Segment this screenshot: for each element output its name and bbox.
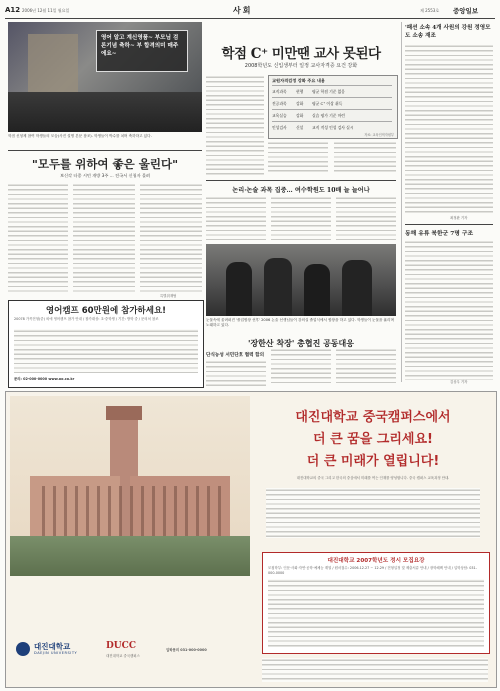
ad-recruit-lines	[268, 579, 484, 647]
page-code: A12	[5, 6, 21, 14]
bottom-story-col3	[336, 348, 396, 386]
interview-headline: "모두를 위하여 좋은 울린다"	[31, 157, 179, 171]
right-headline-2: 동해 유류 북한군 7명 구조	[405, 231, 474, 237]
ad-recruit-box	[262, 552, 490, 654]
campus-illustration	[10, 396, 250, 576]
table-cell: 강화	[296, 112, 304, 118]
ad-headline-1: 대진대학교 중국캠퍼스에서	[295, 410, 451, 425]
table-cell: 현행	[296, 88, 304, 94]
mid-story-headline: 논리·논술 과목 집중… 여수학원도 10배 늘 늘어나	[232, 187, 370, 194]
mid-story-col3	[336, 196, 396, 240]
ad-recruit-details: 모집학부: 인문·사회·자연·공학·예체능 계열 / 원서접수: 2006.12.27 ~ 12.29 / 전형일정 및 제출서류 안내 / 장학혜택 안내 / 입학상담: 031-000-0000	[268, 566, 477, 575]
university-name-en: DAEJIN UNIVERSITY	[34, 651, 78, 655]
table-cell: 강화	[296, 100, 304, 106]
ad-phone: 입학문의 031-000-0000	[166, 648, 207, 652]
info-table-source: 자료: 교육인적자원부	[364, 133, 394, 137]
table-cell: 전공과목	[272, 100, 287, 106]
photo-quote-text: 영어 알고 계신영품~ 부모님 검론기념 축하~ 부 합격의미 매주에요~	[101, 35, 179, 57]
small-ad-details	[14, 329, 198, 373]
mid-story-col1	[206, 196, 266, 240]
bottom-story-subheadline: 단식농성 서민단호 협력 합의	[206, 353, 265, 358]
mid-story-photo-caption: 눈물속에 울려퍼진 '졸업합창 선후' 2006 논술 선생님들이 강의실 졸업식에서 합창을 하고 있다. 학생들이 눈물을 흘리며 노래하고 있다.	[206, 318, 394, 327]
photo-quote-box	[96, 30, 188, 72]
table-cell: 교육실습	[272, 112, 287, 118]
photo-figure-3	[304, 264, 330, 316]
mid-story-photo	[206, 244, 396, 316]
campus-name: 대진대학교 중국캠퍼스	[106, 654, 140, 658]
lead-body-col2	[268, 141, 328, 175]
small-ad-box	[8, 300, 204, 388]
interview-col1	[8, 183, 68, 293]
ad-intro-lines	[266, 488, 480, 538]
campus-tower-roof	[106, 406, 142, 420]
ad-headline-3: 더 큰 미래가 열립니다!	[306, 454, 440, 469]
mid-story-col2	[271, 196, 331, 240]
info-table	[268, 75, 398, 139]
paper-name: 중앙일보	[453, 7, 479, 15]
right-column-divider	[401, 22, 402, 382]
lead-photo	[8, 22, 202, 132]
right-body-1	[405, 44, 493, 214]
table-cell: 인성검사	[272, 124, 287, 130]
table-cell: 교직과목	[272, 88, 287, 94]
campus-mark: DUCC	[106, 641, 136, 651]
university-logo	[16, 642, 30, 656]
interview-subhead: 보신각 타종 시민 개방 3주 ... 전국서 신청자 몰려	[59, 173, 151, 178]
bottom-story-headline: '장한산 착장' 총협진 공동대응	[248, 338, 354, 348]
small-ad-title: 영어캠프 60만원에 참가하세요!	[45, 306, 167, 316]
date-line: 2006년 12월 11일 월요일	[22, 8, 70, 13]
table-row	[272, 85, 392, 97]
photo-figure-4	[342, 260, 372, 316]
lead-body-col3	[334, 141, 396, 175]
campus-trees	[10, 536, 250, 576]
table-cell: 신설	[296, 124, 304, 130]
interview-rule	[8, 150, 202, 151]
lead-subheadline: 2008학년도 신입생부터 일정 교사자격증 요건 강화	[244, 63, 358, 69]
table-cell: 교직 적성 인성 검사 실시	[312, 124, 354, 130]
ad-recruit-title: 대진대학교 2007학년도 정시 모집요강	[327, 558, 425, 564]
small-ad-contact: 문의: 02-000-0000 www.oo.co.kr	[14, 377, 75, 381]
info-table-grid	[272, 85, 392, 133]
right-byline-1: 최정완 기자	[450, 216, 468, 220]
photo-crowd-shape	[8, 92, 202, 132]
page-header	[5, 5, 495, 17]
table-cell: 평균 C⁺ 이상 취득	[312, 100, 343, 106]
header-rule	[5, 18, 495, 19]
bottom-story-col2	[271, 348, 331, 386]
right-byline-2: 김상우 기자	[450, 380, 468, 384]
issue-number: 제 2553호	[420, 8, 440, 13]
table-row	[272, 109, 392, 121]
right-headline-1: '패션 소속 4개 사원의 강원 정영모도 소송 재조	[405, 25, 491, 39]
ad-footer-lines	[262, 658, 488, 682]
table-row	[272, 97, 392, 109]
section-title: 사회	[233, 6, 253, 15]
interview-byline: 특별취재팀	[160, 294, 177, 298]
photo-figure-2	[264, 258, 292, 316]
lead-headline: 학점 C⁺ 미만땐 교사 못된다	[221, 46, 381, 62]
right-rule	[405, 224, 493, 225]
campus-windows	[34, 486, 226, 536]
university-name-ko: 대진대학교	[34, 642, 71, 651]
right-body-2	[405, 240, 493, 380]
small-ad-body: 20078 가족전형(중) 외에 영어캠프 참가 안내 / 참가대상: 초·중학생 / 기간: 방학 중 / 문의처 참조	[14, 317, 159, 321]
lead-body-col1	[206, 75, 264, 175]
mid-story-rule	[206, 180, 396, 181]
ad-headline-2: 더 큰 꿈을 그리세요!	[313, 432, 433, 447]
photo-figure-1	[226, 262, 252, 316]
interview-col2	[73, 183, 135, 293]
table-cell: 평균 학점 기준 없음	[312, 88, 345, 94]
table-cell: 실습 평가 기준 마련	[312, 112, 345, 118]
interview-col3	[140, 183, 202, 293]
ad-intro-text: 대진대학교의 중국 그리고 한국의 중심에서 미래를 여는 인재를 양성합니다. 중국 캠퍼스 교육과정 안내.	[296, 476, 450, 480]
lead-photo-caption: 학점 신청제 참여 학생들의 모습(사진 설명 본문 참조). 학생들이 박수를 치며 축하하고 있다.	[8, 134, 152, 138]
info-table-title: 교원자격검정 강화 주요 내용	[272, 78, 325, 83]
university-ad	[5, 391, 497, 688]
bottom-story-col1	[206, 360, 266, 386]
